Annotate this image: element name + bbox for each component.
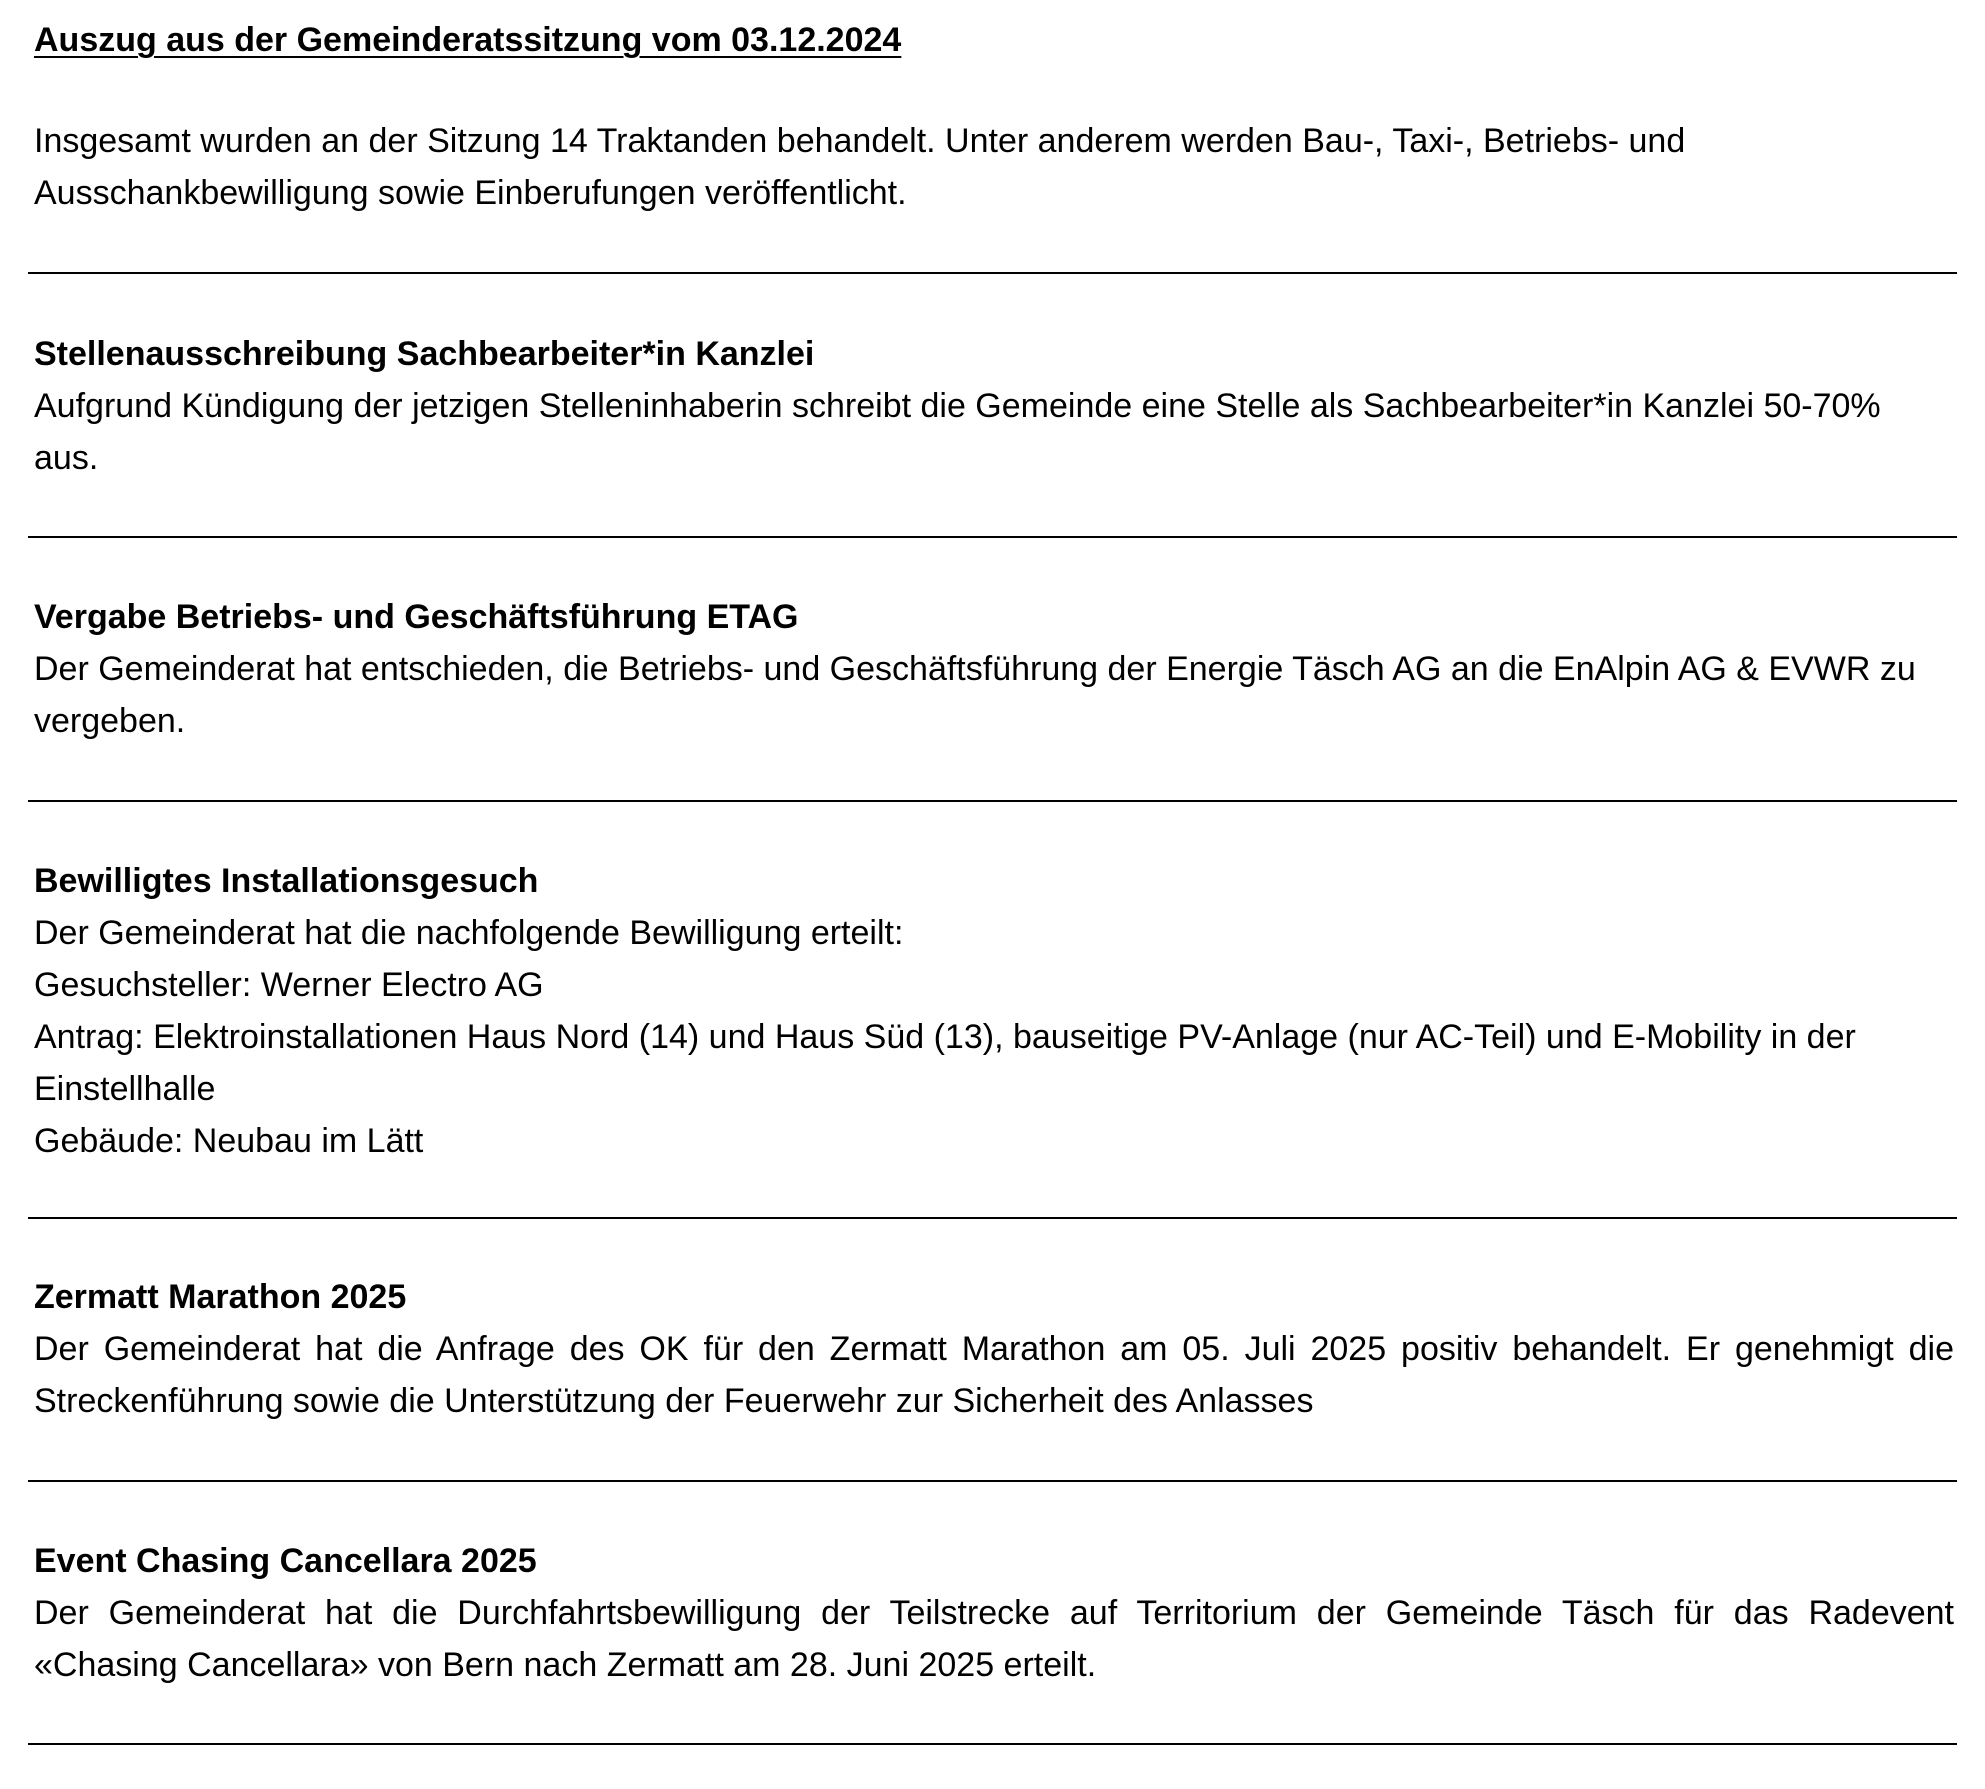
section-divider xyxy=(28,536,1957,538)
section-title: Stellenausschreibung Sachbearbeiter*in Kanzlei xyxy=(34,335,815,373)
intro-paragraph: Insgesamt wurden an der Sitzung 14 Traktanden behandelt. Unter anderem werden Bau-, Taxi-, Betriebs- und Ausschankbewilligung sowie Einberufungen veröffentlicht. xyxy=(34,122,1686,212)
section-divider xyxy=(28,800,1957,802)
section-title: Vergabe Betriebs- und Geschäftsführung ETAG xyxy=(34,598,799,636)
section-body: Der Gemeinderat hat entschieden, die Betriebs- und Geschäftsführung der Energie Täsch AG an die EnAlpin AG & EVWR zu vergeben. xyxy=(34,650,1916,740)
permit-request: Antrag: Elektroinstallationen Haus Nord (14) und Haus Süd (13), bauseitige PV-Anlage (nur AC-Teil) und E-Mobility in der Einstellhalle xyxy=(34,1018,1856,1108)
permit-statement: Der Gemeinderat hat die nachfolgende Bewilligung erteilt: xyxy=(34,914,904,952)
permit-building: Gebäude: Neubau im Lätt xyxy=(34,1122,424,1160)
document-title: Auszug aus der Gemeinderatssitzung vom 03.12.2024 xyxy=(34,21,902,59)
section-title: Event Chasing Cancellara 2025 xyxy=(34,1542,537,1580)
section-divider xyxy=(28,1217,1957,1219)
section-chasing-cancellara xyxy=(34,1535,1954,1691)
permit-applicant: Gesuchsteller: Werner Electro AG xyxy=(34,966,544,1004)
section-body: Aufgrund Kündigung der jetzigen Stelleninhaberin schreibt die Gemeinde eine Stelle als Sachbearbeiter*in Kanzlei 50-70% aus. xyxy=(34,387,1881,477)
section-etag-management xyxy=(34,591,1954,747)
section-zermatt-marathon xyxy=(34,1271,1954,1427)
section-job-posting xyxy=(34,328,1954,484)
section-body: Der Gemeinderat hat die Anfrage des OK für den Zermatt Marathon am 05. Juli 2025 positiv behandelt. Er genehmigt die Streckenführung sowie die Unterstützung der Feuerwehr zur Sicherheit des Anlasses xyxy=(34,1330,1954,1420)
section-installation-permit xyxy=(34,855,1954,1167)
section-title: Zermatt Marathon 2025 xyxy=(34,1278,407,1316)
section-body: Der Gemeinderat hat die Durchfahrtsbewilligung der Teilstrecke auf Territorium der Gemeinde Täsch für das Radevent «Chasing Cancellara» von Bern nach Zermatt am 28. Juni 2025 erteilt. xyxy=(34,1594,1954,1684)
section-divider xyxy=(28,1480,1957,1482)
section-title: Bewilligtes Installationsgesuch xyxy=(34,862,539,900)
section-divider xyxy=(28,272,1957,274)
section-divider xyxy=(28,1743,1957,1745)
